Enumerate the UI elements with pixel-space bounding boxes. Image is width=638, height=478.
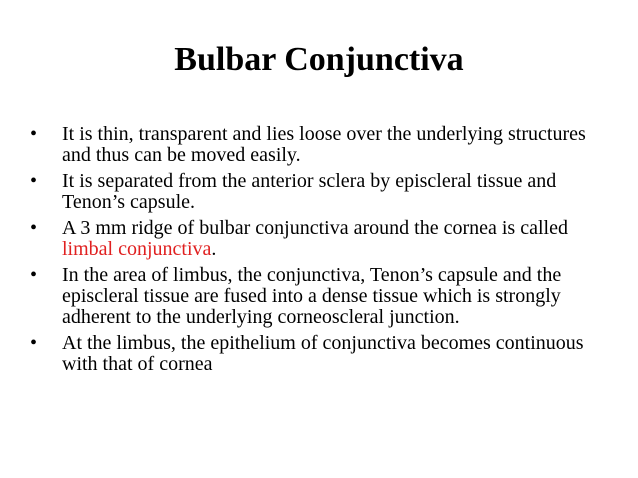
bullet-text: At the limbus, the epithelium of conjunctiva becomes continuous with that of cornea xyxy=(62,332,584,375)
bullet-item xyxy=(30,171,610,213)
slide-title: Bulbar Conjunctiva xyxy=(174,41,464,78)
bullet-text-after: . xyxy=(211,238,217,260)
bullet-text: It is separated from the anterior sclera by episcleral tissue and Tenon’s capsule. xyxy=(62,170,557,213)
bullet-item xyxy=(30,333,610,375)
bullet-list xyxy=(30,124,610,380)
bullet-marker: • xyxy=(30,332,38,354)
bullet-text: In the area of limbus, the conjunctiva, Tenon’s capsule and the episcleral tissue are fused into a dense tissue which is strongly adherent to the underlying corneoscleral junction. xyxy=(62,264,562,328)
bullet-marker: • xyxy=(30,217,38,239)
bullet-item xyxy=(30,218,610,260)
bullet-item xyxy=(30,265,610,328)
bullet-item xyxy=(30,124,610,166)
highlighted-term: limbal conjunctiva xyxy=(62,238,212,260)
bullet-text xyxy=(62,217,568,260)
bullet-text: It is thin, transparent and lies loose over the underlying structures and thus can be moved easily. xyxy=(62,123,586,166)
bullet-marker: • xyxy=(30,123,38,145)
bullet-marker: • xyxy=(30,264,38,286)
bullet-marker: • xyxy=(30,170,38,192)
bullet-text-before: A 3 mm ridge of bulbar conjunctiva around the cornea is called xyxy=(62,217,568,239)
